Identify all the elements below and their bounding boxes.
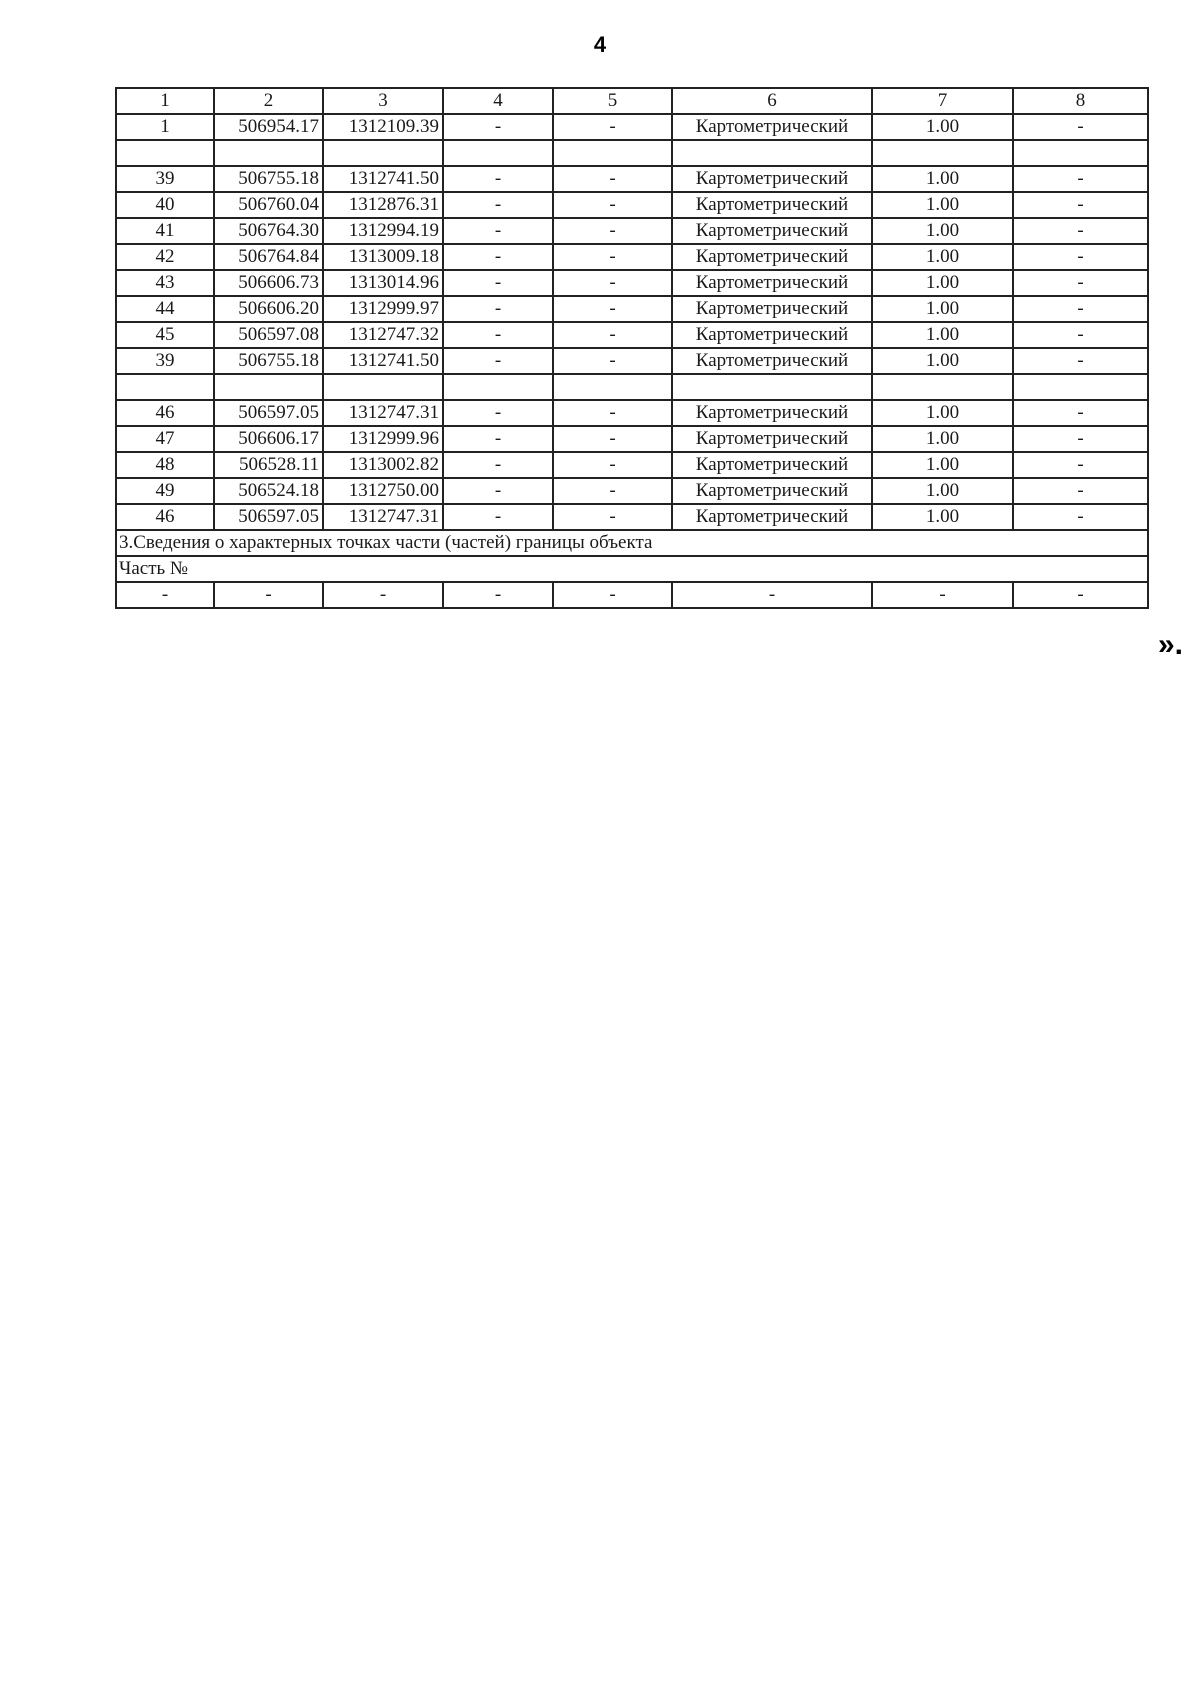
table-cell: - xyxy=(553,582,672,608)
table-cell xyxy=(214,374,323,400)
table-cell: - xyxy=(443,296,553,322)
table-cell: 506606.73 xyxy=(214,270,323,296)
table-cell xyxy=(672,140,872,166)
header-cell: 5 xyxy=(553,88,672,114)
table-cell xyxy=(553,374,672,400)
table-cell: - xyxy=(553,270,672,296)
table-cell: 1.00 xyxy=(872,114,1013,140)
table-cell: Картометрический xyxy=(672,192,872,218)
table-cell: 1.00 xyxy=(872,400,1013,426)
table-cell: 506606.17 xyxy=(214,426,323,452)
table-cell: 1.00 xyxy=(872,322,1013,348)
table-cell: 49 xyxy=(116,478,214,504)
header-cell: 7 xyxy=(872,88,1013,114)
table-cell: 1.00 xyxy=(872,192,1013,218)
table-cell: - xyxy=(323,582,443,608)
table-cell: 506755.18 xyxy=(214,348,323,374)
table-cell: 506760.04 xyxy=(214,192,323,218)
table-row xyxy=(116,166,1148,192)
table-cell: - xyxy=(553,426,672,452)
table-cell: 1313014.96 xyxy=(323,270,443,296)
table-cell: Картометрический xyxy=(672,452,872,478)
table-cell: 1.00 xyxy=(872,426,1013,452)
table-cell: 506954.17 xyxy=(214,114,323,140)
table-cell: Картометрический xyxy=(672,296,872,322)
table-cell: Картометрический xyxy=(672,348,872,374)
table-cell: - xyxy=(553,452,672,478)
table-cell: 1312741.50 xyxy=(323,166,443,192)
table-cell xyxy=(116,374,214,400)
table-row xyxy=(116,218,1148,244)
table-row xyxy=(116,322,1148,348)
table-cell: - xyxy=(1013,348,1148,374)
table-cell xyxy=(1013,140,1148,166)
table-cell xyxy=(872,140,1013,166)
table-cell: - xyxy=(553,478,672,504)
table-cell: - xyxy=(1013,582,1148,608)
table-cell xyxy=(323,140,443,166)
table-cell: 1312741.50 xyxy=(323,348,443,374)
table-cell: 40 xyxy=(116,192,214,218)
table-cell: 506524.18 xyxy=(214,478,323,504)
table-cell: - xyxy=(1013,452,1148,478)
table-cell xyxy=(672,374,872,400)
table-cell xyxy=(443,374,553,400)
table-cell xyxy=(323,374,443,400)
table-cell: - xyxy=(1013,192,1148,218)
table-cell: 44 xyxy=(116,296,214,322)
table-cell: 506606.20 xyxy=(214,296,323,322)
header-row xyxy=(116,88,1148,114)
table-cell: Картометрический xyxy=(672,166,872,192)
table-cell xyxy=(443,140,553,166)
table-cell: - xyxy=(443,400,553,426)
table-cell: 1.00 xyxy=(872,504,1013,530)
table-cell: - xyxy=(553,244,672,270)
table-cell: Картометрический xyxy=(672,504,872,530)
table-cell: - xyxy=(553,322,672,348)
table-cell: 42 xyxy=(116,244,214,270)
table-cell: 1312999.96 xyxy=(323,426,443,452)
table-row xyxy=(116,478,1148,504)
table-cell: - xyxy=(553,400,672,426)
table-cell: 1312747.31 xyxy=(323,504,443,530)
table-cell: - xyxy=(672,582,872,608)
table-row xyxy=(116,400,1148,426)
table-cell: - xyxy=(1013,244,1148,270)
table-row xyxy=(116,426,1148,452)
header-cell: 8 xyxy=(1013,88,1148,114)
table-row xyxy=(116,582,1148,608)
table-row xyxy=(116,374,1148,400)
table-cell: 1.00 xyxy=(872,244,1013,270)
table-cell: - xyxy=(443,504,553,530)
table-cell: 1.00 xyxy=(872,218,1013,244)
table-cell xyxy=(214,140,323,166)
header-cell: 3 xyxy=(323,88,443,114)
table-cell: - xyxy=(872,582,1013,608)
table-cell: 1312994.19 xyxy=(323,218,443,244)
header-cell: 2 xyxy=(214,88,323,114)
header-cell: 4 xyxy=(443,88,553,114)
table-cell: 45 xyxy=(116,322,214,348)
table-cell: - xyxy=(443,582,553,608)
table-cell: - xyxy=(443,244,553,270)
table-cell: - xyxy=(214,582,323,608)
table-cell: 1.00 xyxy=(872,348,1013,374)
table-cell: - xyxy=(1013,296,1148,322)
table-cell: 1312747.31 xyxy=(323,400,443,426)
table-cell: - xyxy=(116,582,214,608)
table-cell: - xyxy=(1013,504,1148,530)
table-cell: - xyxy=(553,166,672,192)
table-cell xyxy=(872,374,1013,400)
table-cell: - xyxy=(1013,114,1148,140)
table-cell: - xyxy=(553,114,672,140)
table-cell: - xyxy=(443,114,553,140)
table-cell: - xyxy=(443,452,553,478)
table-cell: 506597.05 xyxy=(214,504,323,530)
table-cell: 39 xyxy=(116,348,214,374)
table-cell: 41 xyxy=(116,218,214,244)
table-cell: 1.00 xyxy=(872,296,1013,322)
table-row xyxy=(116,348,1148,374)
table-cell: 1312999.97 xyxy=(323,296,443,322)
table-cell: - xyxy=(443,478,553,504)
table-cell: 1312876.31 xyxy=(323,192,443,218)
table-row xyxy=(116,296,1148,322)
table-row xyxy=(116,192,1148,218)
section-title: 3.Сведения о характерных точках части (частей) границы объекта xyxy=(116,530,1148,556)
table-cell: 43 xyxy=(116,270,214,296)
table-cell: - xyxy=(553,296,672,322)
table-cell: 506597.05 xyxy=(214,400,323,426)
table-cell: 1313009.18 xyxy=(323,244,443,270)
table-cell: 506764.84 xyxy=(214,244,323,270)
table-cell: 1.00 xyxy=(872,478,1013,504)
table-cell xyxy=(1013,374,1148,400)
table-cell: - xyxy=(553,504,672,530)
section-title-row xyxy=(116,530,1148,556)
table-cell: - xyxy=(443,322,553,348)
closing-quote: ». xyxy=(1158,628,1184,661)
table-row xyxy=(116,452,1148,478)
table-cell: 1312750.00 xyxy=(323,478,443,504)
table-cell: 506764.30 xyxy=(214,218,323,244)
table-cell: 1.00 xyxy=(872,452,1013,478)
table-cell: 1 xyxy=(116,114,214,140)
table-cell: 1312109.39 xyxy=(323,114,443,140)
table-cell: Картометрический xyxy=(672,218,872,244)
table-cell: - xyxy=(1013,270,1148,296)
header-cell: 6 xyxy=(672,88,872,114)
table-cell: Картометрический xyxy=(672,322,872,348)
table-cell: Картометрический xyxy=(672,114,872,140)
page-number: 4 xyxy=(593,32,607,57)
table-cell: - xyxy=(443,218,553,244)
table-cell: - xyxy=(443,348,553,374)
table-cell: 506597.08 xyxy=(214,322,323,348)
part-label: Часть № xyxy=(116,556,1148,582)
coordinates-table xyxy=(115,87,1149,609)
table-cell: Картометрический xyxy=(672,426,872,452)
table-cell: Картометрический xyxy=(672,270,872,296)
table-cell: 1312747.32 xyxy=(323,322,443,348)
table-cell: - xyxy=(443,270,553,296)
table-cell xyxy=(116,140,214,166)
table-cell: 506755.18 xyxy=(214,166,323,192)
table-cell: - xyxy=(443,192,553,218)
table-cell: 46 xyxy=(116,504,214,530)
table-cell: - xyxy=(443,426,553,452)
table-cell: 1313002.82 xyxy=(323,452,443,478)
table-cell: Картометрический xyxy=(672,400,872,426)
table-cell: - xyxy=(443,166,553,192)
table-cell: 47 xyxy=(116,426,214,452)
table-cell: - xyxy=(1013,322,1148,348)
table-cell: 46 xyxy=(116,400,214,426)
table-cell: - xyxy=(553,348,672,374)
table-cell: - xyxy=(553,218,672,244)
table-cell: 1.00 xyxy=(872,166,1013,192)
table-cell: - xyxy=(1013,166,1148,192)
table-row xyxy=(116,140,1148,166)
table-cell: - xyxy=(1013,218,1148,244)
table-cell: 1.00 xyxy=(872,270,1013,296)
table-cell: - xyxy=(1013,478,1148,504)
table-row xyxy=(116,270,1148,296)
table-row xyxy=(116,244,1148,270)
table-cell: 48 xyxy=(116,452,214,478)
part-label-row xyxy=(116,556,1148,582)
table-cell: Картометрический xyxy=(672,478,872,504)
table-cell: 506528.11 xyxy=(214,452,323,478)
table-row xyxy=(116,504,1148,530)
header-cell: 1 xyxy=(116,88,214,114)
table-cell: Картометрический xyxy=(672,244,872,270)
table-cell: - xyxy=(1013,426,1148,452)
table-row xyxy=(116,114,1148,140)
table-cell: 39 xyxy=(116,166,214,192)
table-cell: - xyxy=(553,192,672,218)
table-cell xyxy=(553,140,672,166)
table-cell: - xyxy=(1013,400,1148,426)
